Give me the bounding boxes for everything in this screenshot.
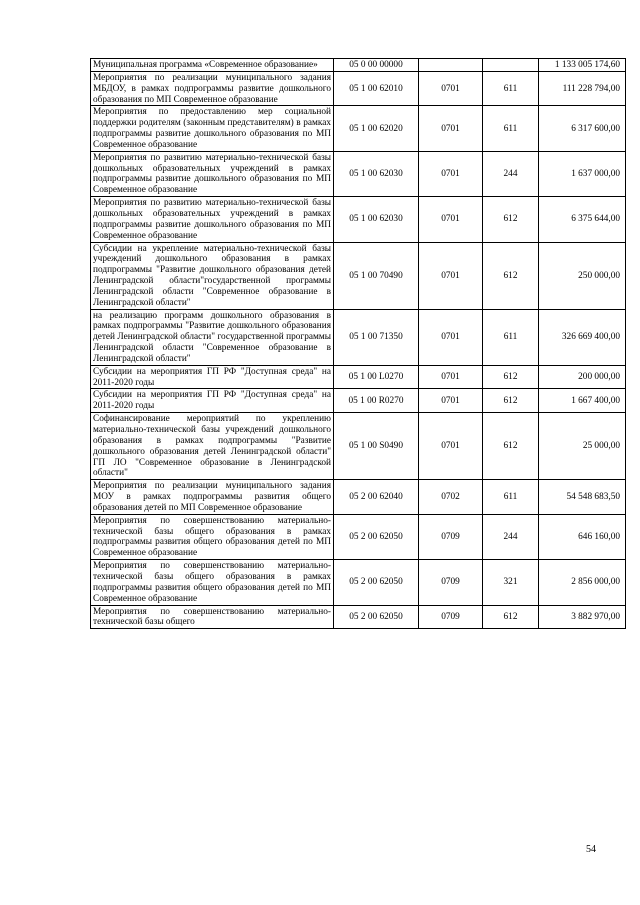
row-amount: 6 375 644,00 (539, 197, 626, 242)
table-row (91, 413, 626, 480)
row-expense-type: 612 (483, 413, 539, 480)
row-target-code: 05 1 00 R0270 (334, 389, 419, 413)
row-amount: 1 133 005 174,60 (539, 59, 626, 72)
table-row (91, 309, 626, 365)
row-description: Мероприятия по совершенствованию материально-технической базы общего (91, 605, 334, 629)
row-section-code: 0709 (419, 560, 483, 605)
table-row (91, 480, 626, 515)
row-section-code: 0701 (419, 197, 483, 242)
row-section-code: 0709 (419, 605, 483, 629)
row-expense-type: 612 (483, 605, 539, 629)
page-number: 54 (586, 844, 596, 855)
row-amount: 646 160,00 (539, 514, 626, 559)
row-target-code: 05 2 00 62050 (334, 560, 419, 605)
row-target-code: 05 1 00 L0270 (334, 365, 419, 389)
row-amount: 6 317 600,00 (539, 106, 626, 151)
row-target-code: 05 2 00 62050 (334, 514, 419, 559)
row-target-code: 05 1 00 62010 (334, 71, 419, 106)
table-row (91, 106, 626, 151)
row-expense-type (483, 59, 539, 72)
row-section-code (419, 59, 483, 72)
row-section-code: 0701 (419, 389, 483, 413)
table-row (91, 197, 626, 242)
table-row (91, 389, 626, 413)
budget-table-body (91, 59, 626, 629)
row-amount: 3 882 970,00 (539, 605, 626, 629)
row-section-code: 0709 (419, 514, 483, 559)
row-target-code: 05 1 00 62030 (334, 151, 419, 196)
row-expense-type: 611 (483, 480, 539, 515)
budget-table (90, 58, 626, 629)
row-expense-type: 612 (483, 365, 539, 389)
table-row (91, 605, 626, 629)
row-section-code: 0701 (419, 151, 483, 196)
row-expense-type: 612 (483, 242, 539, 309)
row-target-code: 05 1 00 62020 (334, 106, 419, 151)
row-amount: 2 856 000,00 (539, 560, 626, 605)
row-section-code: 0701 (419, 365, 483, 389)
row-target-code: 05 1 00 71350 (334, 309, 419, 365)
row-description: Субсидии на мероприятия ГП РФ "Доступная среда" на 2011-2020 годы (91, 365, 334, 389)
row-expense-type: 611 (483, 71, 539, 106)
row-amount: 200 000,00 (539, 365, 626, 389)
row-target-code: 05 2 00 62040 (334, 480, 419, 515)
table-row (91, 242, 626, 309)
row-description: Субсидии на укрепление материально-технической базы учреждений дошкольного образования в рамках подпрограммы "Развитие дошкольного образования детей Ленинградской области"государственной программы Ленинградской области "Современное образование в Ленинградской области" (91, 242, 334, 309)
row-amount: 111 228 794,00 (539, 71, 626, 106)
row-section-code: 0701 (419, 242, 483, 309)
row-description: Мероприятия по предоставлению мер социальной поддержки родителям (законным представителям) в рамках подпрограммы развитие дошкольного образования по МП Современное образование (91, 106, 334, 151)
row-amount: 250 000,00 (539, 242, 626, 309)
row-expense-type: 612 (483, 197, 539, 242)
row-target-code: 05 1 00 62030 (334, 197, 419, 242)
row-amount: 326 669 400,00 (539, 309, 626, 365)
row-section-code: 0701 (419, 413, 483, 480)
row-target-code: 05 2 00 62050 (334, 605, 419, 629)
table-row (91, 514, 626, 559)
row-description: Мероприятия по развитию материально-технической базы дошкольных образовательных учреждений в рамках подпрограммы развитие дошкольного образования по МП Современное образование (91, 151, 334, 196)
row-target-code: 05 0 00 00000 (334, 59, 419, 72)
row-amount: 25 000,00 (539, 413, 626, 480)
row-description: Мероприятия по развитию материально-технической базы дошкольных образовательных учреждений в рамках подпрограммы развитие дошкольного образования по МП Современное образование (91, 197, 334, 242)
table-row (91, 365, 626, 389)
row-section-code: 0701 (419, 309, 483, 365)
row-target-code: 05 1 00 S0490 (334, 413, 419, 480)
table-row (91, 59, 626, 72)
row-expense-type: 244 (483, 151, 539, 196)
row-expense-type: 244 (483, 514, 539, 559)
row-amount: 1 667 400,00 (539, 389, 626, 413)
table-row (91, 71, 626, 106)
row-amount: 1 637 000,00 (539, 151, 626, 196)
row-description: Софинансирование мероприятий по укреплению материально-технической базы учреждений дошкольного образования в рамках подпрограммы "Развитие дошкольного образования детей Ленинградской области" ГП ЛО "Современное образование в Ленинградской области" (91, 413, 334, 480)
row-amount: 54 548 683,50 (539, 480, 626, 515)
table-row (91, 560, 626, 605)
row-description: на реализацию программ дошкольного образования в рамках подпрограммы "Развитие дошкольного образования детей Ленинградской области" государственной программы Ленинградской области "Современное образование в Ленинградской области" (91, 309, 334, 365)
row-description: Муниципальная программа «Современное образование» (91, 59, 334, 72)
row-description: Мероприятия по реализации муниципального задания МБДОУ, в рамках подпрограммы развитие дошкольного образования по МП Современное образование (91, 71, 334, 106)
row-expense-type: 612 (483, 389, 539, 413)
row-section-code: 0701 (419, 106, 483, 151)
row-section-code: 0702 (419, 480, 483, 515)
row-expense-type: 611 (483, 106, 539, 151)
row-target-code: 05 1 00 70490 (334, 242, 419, 309)
row-expense-type: 321 (483, 560, 539, 605)
row-expense-type: 611 (483, 309, 539, 365)
row-description: Мероприятия по реализации муниципального задания МОУ в рамках подпрограммы развития общего образования детей по МП Современное образование (91, 480, 334, 515)
row-description: Мероприятия по совершенствованию материально-технической базы общего образования в рамках подпрограммы развития общего образования детей по МП Современное образование (91, 514, 334, 559)
table-row (91, 151, 626, 196)
row-description: Мероприятия по совершенствованию материально-технической базы общего образования в рамках подпрограммы развития общего образования детей по МП Современное образование (91, 560, 334, 605)
row-description: Субсидии на мероприятия ГП РФ "Доступная среда" на 2011-2020 годы (91, 389, 334, 413)
row-section-code: 0701 (419, 71, 483, 106)
